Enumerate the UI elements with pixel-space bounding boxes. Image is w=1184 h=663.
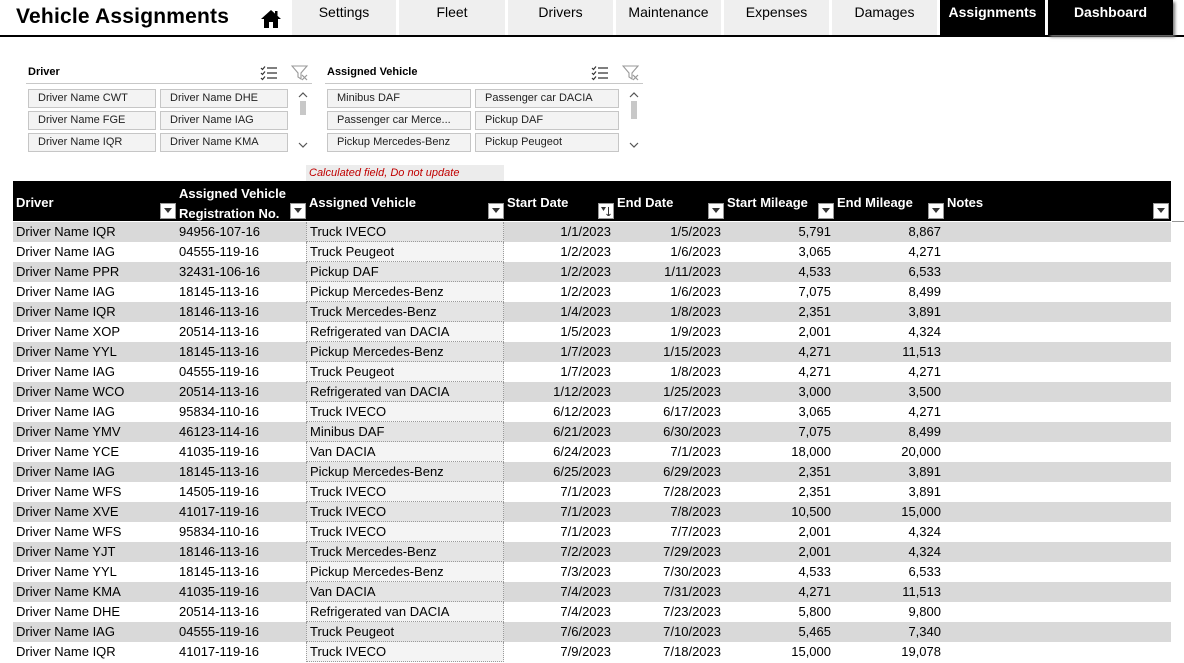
registration-cell[interactable]: 20514-113-16 [179, 604, 259, 619]
driver-cell[interactable]: Driver Name IQR [16, 224, 116, 239]
end-mileage-cell[interactable]: 7,340 [908, 624, 941, 639]
vehicle-slicer-item[interactable]: Pickup Mercedes-Benz [327, 133, 471, 152]
notes-cell[interactable] [944, 462, 1171, 482]
driver-cell[interactable]: Driver Name XVE [16, 504, 119, 519]
start-date-cell[interactable]: 1/7/2023 [560, 344, 611, 359]
table-row[interactable] [13, 642, 1171, 662]
vehicle-cell[interactable]: Refrigerated van DACIA [306, 322, 504, 342]
vehicle-cell[interactable]: Truck Peugeot [306, 362, 504, 382]
end-date-cell[interactable]: 7/18/2023 [663, 644, 721, 659]
driver-cell[interactable]: Driver Name YMV [16, 424, 121, 439]
driver-cell[interactable]: Driver Name WCO [16, 384, 125, 399]
driver-cell[interactable]: Driver Name WFS [16, 524, 122, 539]
end-date-cell[interactable]: 7/30/2023 [663, 564, 721, 579]
driver-slicer-item[interactable]: Driver Name CWT [28, 89, 156, 108]
registration-cell[interactable]: 18146-113-16 [179, 544, 259, 559]
tab-expenses[interactable]: Expenses [724, 0, 829, 35]
table-row[interactable] [13, 422, 1171, 442]
notes-cell[interactable] [944, 222, 1171, 242]
driver-cell[interactable]: Driver Name IAG [16, 404, 115, 419]
filter-dropdown-icon[interactable] [1153, 203, 1169, 219]
end-date-cell[interactable]: 1/8/2023 [670, 364, 721, 379]
vehicle-cell[interactable]: Truck IVECO [306, 522, 504, 542]
notes-cell[interactable] [944, 542, 1171, 562]
start-date-cell[interactable]: 1/5/2023 [560, 324, 611, 339]
notes-cell[interactable] [944, 362, 1171, 382]
tab-fleet[interactable]: Fleet [399, 0, 505, 35]
vehicle-cell[interactable]: Minibus DAF [306, 422, 504, 442]
start-mileage-cell[interactable]: 4,271 [798, 584, 831, 599]
end-date-cell[interactable]: 7/8/2023 [670, 504, 721, 519]
driver-cell[interactable]: Driver Name XOP [16, 324, 121, 339]
start-mileage-cell[interactable]: 10,500 [791, 504, 831, 519]
driver-cell[interactable]: Driver Name DHE [16, 604, 121, 619]
filter-dropdown-icon[interactable] [160, 203, 176, 219]
driver-slicer-item[interactable]: Driver Name IQR [28, 133, 156, 152]
start-date-cell[interactable]: 7/3/2023 [560, 564, 611, 579]
end-date-cell[interactable]: 1/8/2023 [670, 304, 721, 319]
start-mileage-cell[interactable]: 3,065 [798, 404, 831, 419]
tab-maintenance[interactable]: Maintenance [616, 0, 721, 35]
table-row[interactable] [13, 242, 1171, 262]
registration-cell[interactable]: 41035-119-16 [179, 584, 259, 599]
notes-cell[interactable] [944, 642, 1171, 662]
end-mileage-cell[interactable]: 8,499 [908, 284, 941, 299]
start-date-cell[interactable]: 7/2/2023 [560, 544, 611, 559]
clear-filter-icon[interactable] [291, 65, 309, 81]
vehicle-cell[interactable]: Van DACIA [306, 442, 504, 462]
end-mileage-cell[interactable]: 8,867 [908, 224, 941, 239]
vehicle-cell[interactable]: Truck Peugeot [306, 622, 504, 642]
registration-cell[interactable]: 18145-113-16 [179, 284, 259, 299]
registration-cell[interactable]: 20514-113-16 [179, 384, 259, 399]
end-mileage-cell[interactable]: 11,513 [902, 584, 941, 599]
driver-cell[interactable]: Driver Name KMA [16, 584, 121, 599]
end-mileage-cell[interactable]: 3,891 [908, 304, 941, 319]
column-header-start-date: Start Date [504, 181, 614, 221]
start-mileage-cell[interactable]: 5,800 [798, 604, 831, 619]
column-header-registration: Assigned Vehicle Registration No. [176, 181, 306, 221]
notes-cell[interactable] [944, 382, 1171, 402]
end-mileage-cell[interactable]: 15,000 [901, 504, 941, 519]
start-mileage-cell[interactable]: 15,000 [791, 644, 831, 659]
end-date-cell[interactable]: 1/9/2023 [670, 324, 721, 339]
tab-dashboard[interactable]: Dashboard [1048, 0, 1173, 35]
end-mileage-cell[interactable]: 3,500 [908, 384, 941, 399]
table-row[interactable] [13, 282, 1171, 302]
vehicle-cell[interactable]: Truck IVECO [306, 482, 504, 502]
end-mileage-cell[interactable]: 3,891 [908, 484, 941, 499]
notes-cell[interactable] [944, 442, 1171, 462]
start-mileage-cell[interactable]: 18,000 [791, 444, 831, 459]
column-header-vehicle: Assigned Vehicle [306, 181, 504, 221]
end-mileage-cell[interactable]: 3,891 [908, 464, 941, 479]
driver-cell[interactable]: Driver Name IAG [16, 244, 115, 259]
gridline [1172, 221, 1184, 222]
tab-damages[interactable]: Damages [832, 0, 937, 35]
start-date-cell[interactable]: 1/4/2023 [560, 304, 611, 319]
table-row[interactable] [13, 622, 1171, 642]
start-mileage-cell[interactable]: 7,075 [798, 424, 831, 439]
table-row[interactable] [13, 322, 1171, 342]
start-mileage-cell[interactable]: 2,351 [798, 304, 831, 319]
column-header-end-date: End Date [614, 181, 724, 221]
home-icon[interactable] [260, 8, 282, 30]
column-header-notes: Notes [944, 181, 1171, 221]
vehicle-cell[interactable]: Pickup DAF [306, 262, 504, 282]
notes-cell[interactable] [944, 602, 1171, 622]
end-mileage-cell[interactable]: 11,513 [902, 344, 941, 359]
table-row[interactable] [13, 602, 1171, 622]
end-mileage-cell[interactable]: 4,324 [908, 324, 941, 339]
end-date-cell[interactable]: 7/1/2023 [670, 444, 721, 459]
table-header [13, 181, 1171, 221]
start-date-cell[interactable]: 1/2/2023 [560, 244, 611, 259]
start-mileage-cell[interactable]: 4,533 [798, 564, 831, 579]
table-row[interactable] [13, 402, 1171, 422]
vehicle-slicer-item[interactable]: Pickup DAF [475, 111, 619, 130]
driver-slicer-title: Driver [26, 62, 312, 84]
driver-cell[interactable]: Driver Name YJT [16, 544, 116, 559]
registration-cell[interactable]: 95834-110-16 [179, 404, 259, 419]
start-date-cell[interactable]: 6/12/2023 [553, 404, 611, 419]
registration-cell[interactable]: 14505-119-16 [179, 484, 259, 499]
start-mileage-cell[interactable]: 3,000 [798, 384, 831, 399]
filter-dropdown-icon[interactable] [708, 203, 724, 219]
start-mileage-cell[interactable]: 2,351 [798, 464, 831, 479]
vehicle-slicer-title: Assigned Vehicle [325, 62, 643, 84]
table-row[interactable] [13, 362, 1171, 382]
registration-cell[interactable]: 41035-119-16 [179, 444, 259, 459]
driver-cell[interactable]: Driver Name IAG [16, 284, 115, 299]
end-date-cell[interactable]: 7/29/2023 [663, 544, 721, 559]
end-date-cell[interactable]: 1/6/2023 [670, 284, 721, 299]
notes-cell[interactable] [944, 282, 1171, 302]
driver-cell[interactable]: Driver Name IQR [16, 304, 116, 319]
end-mileage-cell[interactable]: 4,324 [908, 544, 941, 559]
registration-cell[interactable]: 95834-110-16 [179, 524, 259, 539]
driver-cell[interactable]: Driver Name PPR [16, 264, 120, 279]
driver-slicer-item[interactable]: Driver Name IAG [160, 111, 288, 130]
registration-cell[interactable]: 18145-113-16 [179, 564, 259, 579]
end-mileage-cell[interactable]: 4,271 [908, 404, 941, 419]
start-mileage-cell[interactable]: 2,001 [798, 544, 831, 559]
end-mileage-cell[interactable]: 4,271 [908, 364, 941, 379]
driver-cell[interactable]: Driver Name IQR [16, 644, 116, 659]
end-mileage-cell[interactable]: 6,533 [908, 564, 941, 579]
table-row[interactable] [13, 262, 1171, 282]
driver-cell[interactable]: Driver Name IAG [16, 364, 115, 379]
start-date-cell[interactable]: 7/9/2023 [560, 644, 611, 659]
end-date-cell[interactable]: 1/5/2023 [670, 224, 721, 239]
end-date-cell[interactable]: 7/10/2023 [663, 624, 721, 639]
vehicle-cell[interactable]: Truck Mercedes-Benz [306, 542, 504, 562]
registration-cell[interactable]: 18145-113-16 [179, 344, 259, 359]
vehicle-cell[interactable]: Truck Peugeot [306, 242, 504, 262]
top-navigation-bar [0, 0, 1184, 37]
vehicle-slicer-item[interactable]: Passenger car Merce... [327, 111, 471, 130]
start-date-cell[interactable]: 6/24/2023 [553, 444, 611, 459]
notes-cell[interactable] [944, 482, 1171, 502]
tab-assignments[interactable]: Assignments [940, 0, 1045, 35]
clear-filter-icon[interactable] [622, 65, 640, 81]
vehicle-cell[interactable]: Pickup Mercedes-Benz [306, 462, 504, 482]
end-mileage-cell[interactable]: 19,078 [901, 644, 941, 659]
calculated-field-note: Calculated field, Do not update [306, 165, 504, 182]
vehicle-cell[interactable]: Truck Mercedes-Benz [306, 302, 504, 322]
vehicle-cell[interactable]: Truck IVECO [306, 502, 504, 522]
registration-cell[interactable]: 46123-114-16 [179, 424, 259, 439]
start-date-cell[interactable]: 7/1/2023 [560, 524, 611, 539]
end-mileage-cell[interactable]: 20,000 [901, 444, 941, 459]
start-mileage-cell[interactable]: 5,465 [798, 624, 831, 639]
start-mileage-cell[interactable]: 4,271 [798, 364, 831, 379]
start-date-cell[interactable]: 7/4/2023 [560, 604, 611, 619]
filter-dropdown-icon[interactable] [928, 203, 944, 219]
filter-dropdown-icon[interactable] [290, 203, 306, 219]
end-date-cell[interactable]: 6/29/2023 [663, 464, 721, 479]
vehicle-slicer [325, 62, 643, 155]
table-row[interactable] [13, 462, 1171, 482]
notes-cell[interactable] [944, 262, 1171, 282]
vehicle-slicer-item[interactable]: Pickup Peugeot [475, 133, 619, 152]
filter-dropdown-icon[interactable] [818, 203, 834, 219]
vehicle-cell[interactable]: Van DACIA [306, 582, 504, 602]
notes-cell[interactable] [944, 322, 1171, 342]
notes-cell[interactable] [944, 502, 1171, 522]
registration-cell[interactable]: 32431-106-16 [179, 264, 260, 279]
registration-cell[interactable]: 18145-113-16 [179, 464, 259, 479]
start-date-cell[interactable]: 1/1/2023 [560, 224, 611, 239]
registration-cell[interactable]: 04555-119-16 [179, 244, 259, 259]
notes-cell[interactable] [944, 402, 1171, 422]
page-title: Vehicle Assignments [16, 5, 230, 28]
start-mileage-cell[interactable]: 3,065 [798, 244, 831, 259]
table-row[interactable] [13, 542, 1171, 562]
table-row[interactable] [13, 582, 1171, 602]
tab-settings[interactable]: Settings [292, 0, 396, 35]
end-date-cell[interactable]: 1/25/2023 [663, 384, 721, 399]
start-mileage-cell[interactable]: 2,001 [798, 324, 831, 339]
notes-cell[interactable] [944, 422, 1171, 442]
tab-drivers[interactable]: Drivers [508, 0, 613, 35]
driver-cell[interactable]: Driver Name YCE [16, 444, 120, 459]
notes-cell[interactable] [944, 622, 1171, 642]
registration-cell[interactable]: 41017-119-16 [179, 504, 259, 519]
end-date-cell[interactable]: 1/11/2023 [664, 264, 721, 279]
vehicle-cell[interactable]: Truck IVECO [306, 402, 504, 422]
notes-cell[interactable] [944, 522, 1171, 542]
table-row[interactable] [13, 382, 1171, 402]
start-mileage-cell[interactable]: 5,791 [798, 224, 831, 239]
vehicle-cell[interactable]: Truck IVECO [306, 222, 504, 242]
end-date-cell[interactable]: 1/6/2023 [670, 244, 721, 259]
table-row[interactable] [13, 502, 1171, 522]
driver-cell[interactable]: Driver Name IAG [16, 624, 115, 639]
start-date-cell[interactable]: 7/1/2023 [560, 504, 611, 519]
table-row[interactable] [13, 562, 1171, 582]
start-mileage-cell[interactable]: 4,533 [798, 264, 831, 279]
sort-ascending-icon[interactable] [598, 203, 614, 219]
start-date-cell[interactable]: 1/2/2023 [560, 264, 611, 279]
vehicle-cell[interactable]: Refrigerated van DACIA [306, 382, 504, 402]
end-mileage-cell[interactable]: 9,800 [908, 604, 941, 619]
driver-cell[interactable]: Driver Name YYL [16, 564, 117, 579]
driver-cell[interactable]: Driver Name YYL [16, 344, 117, 359]
end-date-cell[interactable]: 1/15/2023 [663, 344, 721, 359]
start-mileage-cell[interactable]: 2,351 [798, 484, 831, 499]
notes-cell[interactable] [944, 342, 1171, 362]
start-date-cell[interactable]: 7/6/2023 [560, 624, 611, 639]
start-date-cell[interactable]: 7/4/2023 [560, 584, 611, 599]
driver-slicer [26, 62, 312, 155]
vehicle-slicer-item[interactable]: Minibus DAF [327, 89, 471, 108]
table-row[interactable] [13, 522, 1171, 542]
table-row[interactable] [13, 442, 1171, 462]
driver-cell[interactable]: Driver Name IAG [16, 464, 115, 479]
vehicle-slicer-scrollbar[interactable] [627, 89, 641, 151]
assignments-table-body [13, 222, 1171, 662]
notes-cell[interactable] [944, 242, 1171, 262]
registration-cell[interactable]: 04555-119-16 [179, 624, 259, 639]
end-mileage-cell[interactable]: 8,499 [908, 424, 941, 439]
vehicle-cell[interactable]: Truck IVECO [306, 642, 504, 662]
registration-cell[interactable]: 94956-107-16 [179, 224, 260, 239]
start-date-cell[interactable]: 1/2/2023 [560, 284, 611, 299]
end-date-cell[interactable]: 6/17/2023 [663, 404, 721, 419]
column-header-start-mileage: Start Mileage [724, 181, 834, 221]
end-date-cell[interactable]: 7/31/2023 [663, 584, 721, 599]
start-date-cell[interactable]: 7/1/2023 [560, 484, 611, 499]
table-row[interactable] [13, 342, 1171, 362]
vehicle-cell[interactable]: Refrigerated van DACIA [306, 602, 504, 622]
start-date-cell[interactable]: 1/7/2023 [560, 364, 611, 379]
multi-select-icon[interactable] [591, 65, 609, 81]
start-mileage-cell[interactable]: 2,001 [798, 524, 831, 539]
end-mileage-cell[interactable]: 4,324 [908, 524, 941, 539]
driver-cell[interactable]: Driver Name WFS [16, 484, 122, 499]
driver-slicer-scrollbar[interactable] [296, 89, 310, 151]
filter-dropdown-icon[interactable] [488, 203, 504, 219]
end-mileage-cell[interactable]: 6,533 [908, 264, 941, 279]
vehicle-cell[interactable]: Pickup Mercedes-Benz [306, 282, 504, 302]
vehicle-slicer-item[interactable]: Passenger car DACIA [475, 89, 619, 108]
start-date-cell[interactable]: 1/12/2023 [553, 384, 611, 399]
end-date-cell[interactable]: 7/7/2023 [670, 524, 721, 539]
table-row[interactable] [13, 222, 1171, 242]
notes-cell[interactable] [944, 562, 1171, 582]
vehicle-cell[interactable]: Pickup Mercedes-Benz [306, 342, 504, 362]
multi-select-icon[interactable] [260, 65, 278, 81]
start-date-cell[interactable]: 6/21/2023 [553, 424, 611, 439]
vehicle-cell[interactable]: Pickup Mercedes-Benz [306, 562, 504, 582]
driver-slicer-item[interactable]: Driver Name KMA [160, 133, 288, 152]
end-date-cell[interactable]: 6/30/2023 [663, 424, 721, 439]
notes-cell[interactable] [944, 582, 1171, 602]
end-date-cell[interactable]: 7/23/2023 [663, 604, 721, 619]
start-date-cell[interactable]: 6/25/2023 [553, 464, 611, 479]
start-mileage-cell[interactable]: 4,271 [798, 344, 831, 359]
registration-cell[interactable]: 18146-113-16 [179, 304, 259, 319]
notes-cell[interactable] [944, 302, 1171, 322]
column-header-end-mileage: End Mileage [834, 181, 944, 221]
table-row[interactable] [13, 302, 1171, 322]
registration-cell[interactable]: 20514-113-16 [179, 324, 259, 339]
column-header-driver: Driver [13, 181, 176, 221]
end-date-cell[interactable]: 7/28/2023 [663, 484, 721, 499]
driver-slicer-item[interactable]: Driver Name FGE [28, 111, 156, 130]
table-row[interactable] [13, 482, 1171, 502]
registration-cell[interactable]: 04555-119-16 [179, 364, 259, 379]
end-mileage-cell[interactable]: 4,271 [908, 244, 941, 259]
driver-slicer-item[interactable]: Driver Name DHE [160, 89, 288, 108]
start-mileage-cell[interactable]: 7,075 [798, 284, 831, 299]
registration-cell[interactable]: 41017-119-16 [179, 644, 259, 659]
